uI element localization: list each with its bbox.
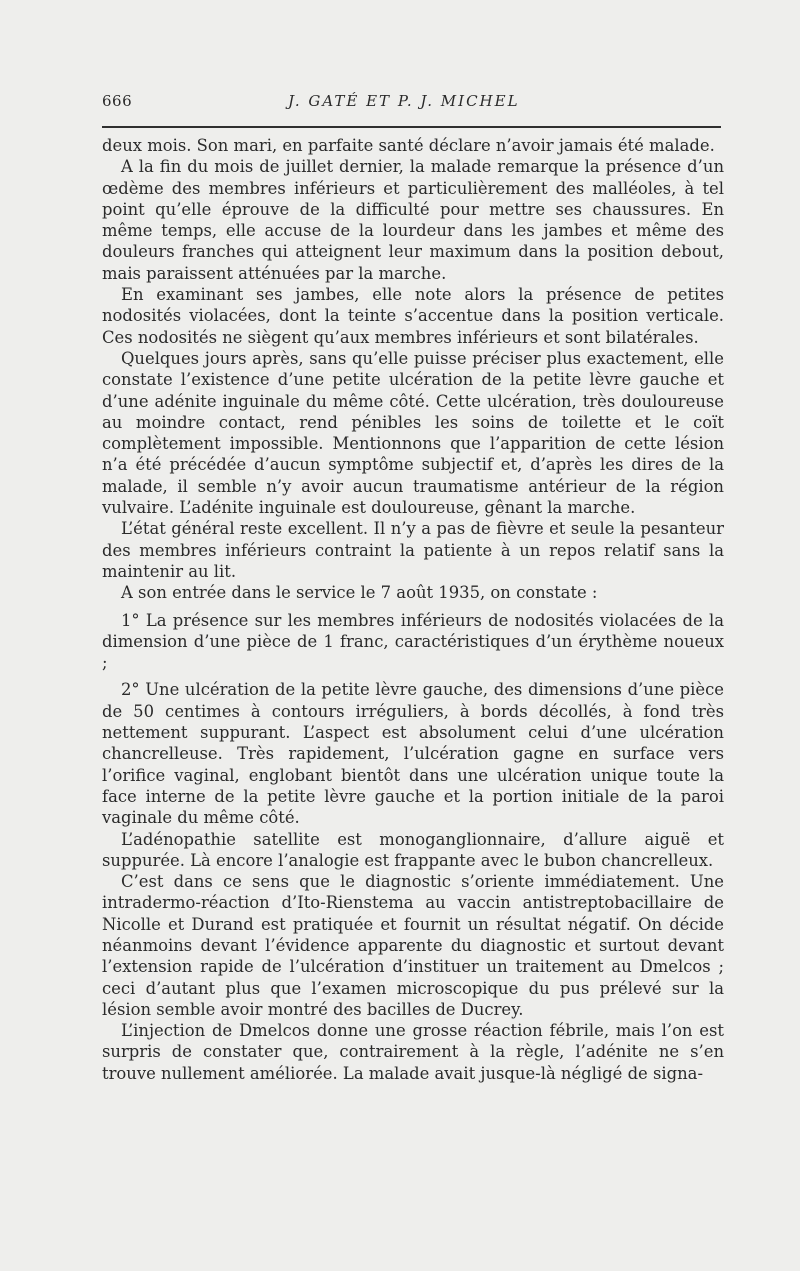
article-body (102, 135, 724, 1084)
header-rule (102, 126, 721, 128)
paragraph: L’adénopathie satellite est monoganglionnaire, d’allure aiguë et suppurée. Là encore l’analogie est frappante avec le bubon chancrelleux. (102, 829, 724, 870)
list-item: 1° La présence sur les membres inférieurs de nodosités violacées de la dimension d’une pièce de 1 franc, caractéristiques d’un érythème noueux ; (102, 610, 724, 673)
paragraph: L’état général reste excellent. Il n’y a pas de fièvre et seule la pesanteur des membres inférieurs contraint la patiente à un repos relatif sans la maintenir au lit. (102, 519, 724, 581)
paragraph: A la fin du mois de juillet dernier, la malade remarque la présence d’un œdème des membres inférieurs et particulièrement des malléoles, à tel point qu’elle éprouve de la difficulté pour mettre ses chaussures. En même temps, elle accuse de la lourdeur dans les jambes et même des douleurs franches qui atteignent leur maximum dans la position debout, mais paraissent atténuées par la marche. (102, 157, 724, 283)
running-head: J. GATÉ ET P. J. MICHEL (288, 92, 520, 110)
list-item: 2° Une ulcération de la petite lèvre gauche, des dimensions d’une pièce de 50 centimes à contours irréguliers, à bords décollés, à fond très nettement suppurant. L’aspect est absolument celui d’une ulcération chancrelleuse. Très rapidement, l’ulcération gagne en surface vers l’orifice vaginal, englobant bientôt dans une ulcération unique toute la face interne de la petite lèvre gauche et la portion initiale de la paroi vaginale du même côté. (102, 680, 724, 828)
paragraph: Quelques jours après, sans qu’elle puisse préciser plus exactement, elle constate l’existence d’une petite ulcération de la petite lèvre gauche et d’une adénite inguinale du même côté. Cette ulcération, très douloureuse au moindre contact, rend pénibles les soins de toilette et le coït complètement impossible. Mentionnons que l’apparition de cette lésion n’a été précédée d’aucun symptôme subjectif et, d’après les dires de la malade, il semble n’y avoir aucun traumatisme antérieur de la région vulvaire. L’adénite inguinale est douloureuse, gênant la marche. (102, 348, 724, 518)
page-header (102, 92, 721, 114)
paragraph: L’injection de Dmelcos donne une grosse réaction fébrile, mais l’on est surpris de constater que, contrairement à la règle, l’adénite ne s’en trouve nullement améliorée. La malade avait jusque-là négligé de signa- (102, 1021, 724, 1083)
page-number: 666 (102, 92, 133, 110)
paragraph: C’est dans ce sens que le diagnostic s’oriente immédiatement. Une intradermo-réaction d’Ito-Rienstema au vaccin antistreptobacillaire de Nicolle et Durand est pratiquée et fournit un résultat négatif. On décide néanmoins devant l’évidence apparente du diagnostic et surtout devant l’extension rapide de l’ulcération d’instituer un traitement au Dmelcos ; ceci d’autant plus que l’examen microscopique du pus prélevé sur la lésion semble avoir montré des bacilles de Ducrey. (102, 872, 724, 1019)
paragraph: deux mois. Son mari, en parfaite santé déclare n’avoir jamais été malade. (102, 136, 715, 155)
paragraph: A son entrée dans le service le 7 août 1935, on constate : (121, 583, 598, 603)
paragraph: En examinant ses jambes, elle note alors la présence de petites nodosités violacées, dont la teinte s’accentue dans la position verticale. Ces nodosités ne siègent qu’aux membres inférieurs et sont bilatérales. (102, 285, 724, 347)
